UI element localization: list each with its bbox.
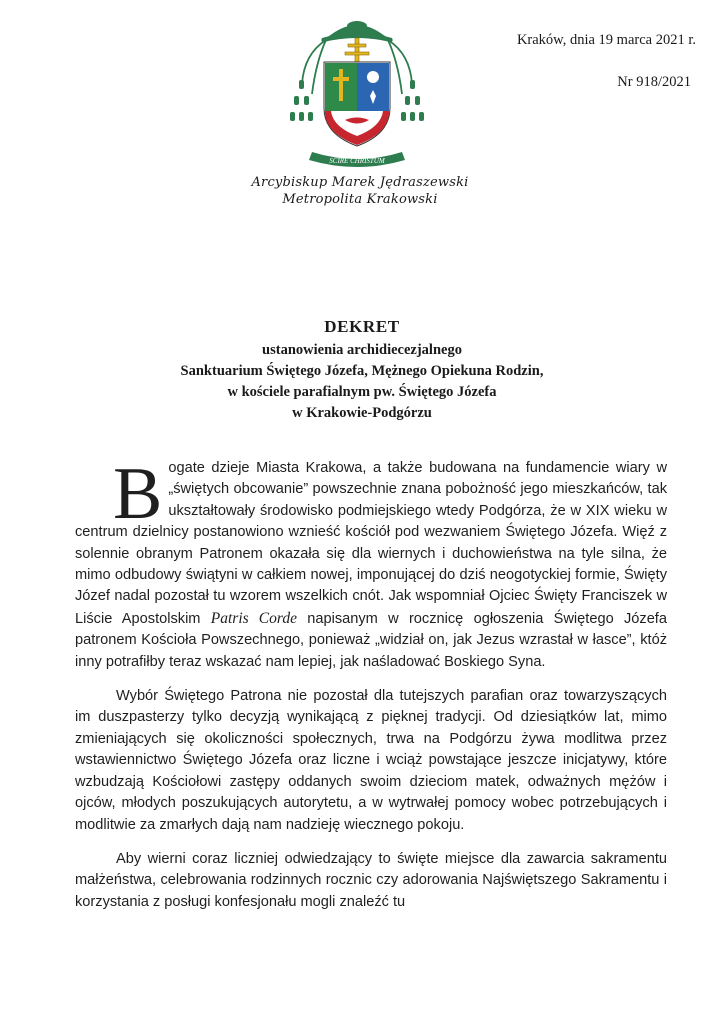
- title-line-3: w kościele parafialnym pw. Świętego Józefa: [227, 384, 497, 400]
- paragraph-2: Wybór Świętego Patrona nie pozostał dla tutejszych parafian oraz towarzyszących im duszpasterzy tylko decyzją wynikającą z pięknej tradycji. Od dziesiątków lat, mimo zmieniających się okoliczności społecznych, trwa na Podgórzu żywa modlitwa przez wstawiennictwo Świętego Józefa oraz liczne i wciąż powstające jeszcze inicjatywy, które wzbudzają Kościołowi zastępy oddanych swoim dzieciom matek, odważnych mężów i ojców, młodych poszukujących autorytetu, a w wytrwałej pomocy wobec potrzebujących i modlitwie za zmarłych dają nam nadzieję wiecznego pokoju.: [75, 688, 667, 833]
- letter-title: Patris Corde: [210, 609, 297, 627]
- paragraph-1-part-a: ogate dzieje Miasta Krakowa, a także budowana na fundamencie wiary w „świętych obcowanie” powszechnie znana pobożność jego mieszkańców, tak ukształtowały środowisko podmiejskiego wtedy Podgórza, że w XIX wieku w centrum dzielnicy postanowiono wznieść kościół pod wezwaniem Świętego Józefa. Więź z solennie obranym Patronem okazała się dla wiernych i duchowieństwa na tyle silna, że mimo odbudowy świątyni w całkiem nowej, imponującej do dziś neogotyckiej formie, Święty Józef nadal pozostał tu wzorem wszelkich cnót. Jak wspomniał Ojciec Święty Franciszek w Liście Apostolskim: [75, 460, 667, 627]
- title-line-4: w Krakowie-Podgórzu: [292, 405, 432, 421]
- title-line-2: Sanktuarium Świętego Józefa, Mężnego Opiekuna Rodzin,: [180, 363, 544, 379]
- decree-body: [75, 453, 667, 926]
- reference-number: Nr 918/2021: [617, 74, 691, 90]
- paragraph-1: [75, 453, 667, 673]
- shield: [324, 62, 390, 146]
- title-main: DEKRET: [324, 317, 400, 336]
- motto-ribbon: [309, 152, 405, 167]
- archbishop-title: Metropolita Krakowski: [282, 192, 438, 207]
- coat-of-arms: [282, 14, 432, 172]
- archbishop-name: Arcybiskup Marek Jędraszewski: [251, 175, 469, 190]
- place-date: Kraków, dnia 19 marca 2021 r.: [516, 32, 696, 48]
- issuer-block: [240, 174, 480, 208]
- motto-text: SCIRE CHRISTUM: [329, 157, 385, 165]
- decree-title: [112, 316, 612, 424]
- paragraph-3: Aby wierni coraz liczniej odwiedzający to święte miejsce dla zawarcia sakramentu małżeństwa, celebrowania rodzinnych rocznic czy adorowania Najświętszego Sakramentu i korzystania z posługi konfesjonału mogli znaleźć tu: [75, 850, 667, 910]
- title-line-1: ustanowienia archidiecezjalnego: [262, 342, 462, 358]
- drop-cap: B: [113, 453, 163, 535]
- paragraph-1-part-b: napisanym w rocznicę ogłoszenia Świętego Józefa patronem Kościoła Powszechnego, ponieważ „widział on, jak Jezus wzrastał w łasce”, któż inny potrafiłby teraz wskazać nam lepiej, jak naśladować Boskiego Syna.: [75, 610, 667, 670]
